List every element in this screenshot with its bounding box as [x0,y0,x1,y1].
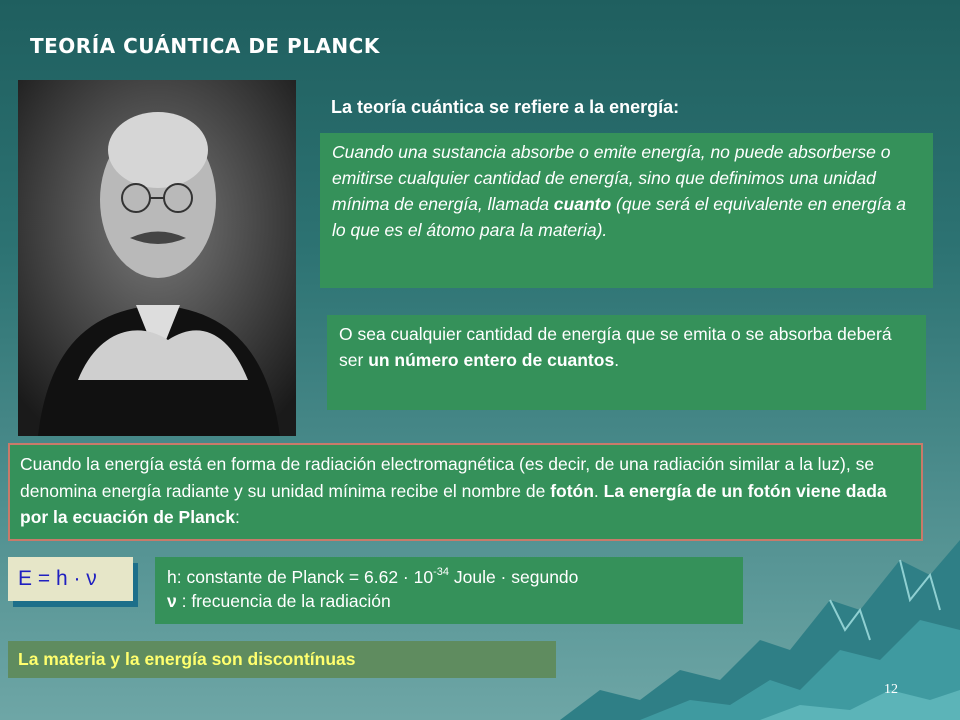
quantum-definition-text-end: (que será el equivalente en energía a lo que es el átomo para la materia). [332,194,906,240]
nu-symbol: ν [167,591,177,611]
frequency-line [167,589,731,613]
equation-container [8,557,133,601]
integer-quanta-end: . [614,350,620,370]
quantum-definition-box [320,133,933,288]
page-number: 12 [884,682,898,697]
integer-quanta-bold: un número entero de cuantos [368,350,615,370]
planck-portrait [18,80,296,436]
quantum-definition-text: Cuando una sustancia absorbe o emite energía, no puede absorberse o emitirse cualquier cantidad de energía, sino que definimos una unidad mínima de energía, llamada [332,142,891,214]
page-title: TEORÍA CUÁNTICA DE PLANCK [30,34,380,58]
planck-constant-line [167,565,731,589]
photon-text-end: : [234,507,240,527]
section-subtitle: La teoría cuántica se refiere a la energía: [331,97,680,117]
integer-quanta-box [327,315,926,410]
planck-equation: E = h · ν [8,557,133,601]
planck-constant-exponent: -34 [433,566,449,578]
quantum-term: cuanto [553,194,612,214]
planck-constant-unit: Joule · segundo [449,567,579,587]
photon-box [8,443,923,541]
planck-equation-sentence: La energía de un fotón viene dada por la ecuación de Planck [20,480,887,527]
planck-constant-text: h: constante de Planck = 6.62 · 10 [167,567,434,587]
constants-box [155,557,743,624]
photon-separator: . [593,480,604,501]
integer-quanta-text: O sea cualquier cantidad de energía que se emita o se absorba deberá ser [339,324,892,370]
conclusion-box: La materia y la energía son discontínuas [8,641,556,678]
photon-text: Cuando la energía está en forma de radiación electromagnética (es decir, de una radiación similar a la luz), se denomina energía radiante y su unidad mínima recibe el nombre de [20,454,875,501]
frequency-text: : frecuencia de la radiación [176,591,391,611]
photon-term: fotón [550,480,594,501]
